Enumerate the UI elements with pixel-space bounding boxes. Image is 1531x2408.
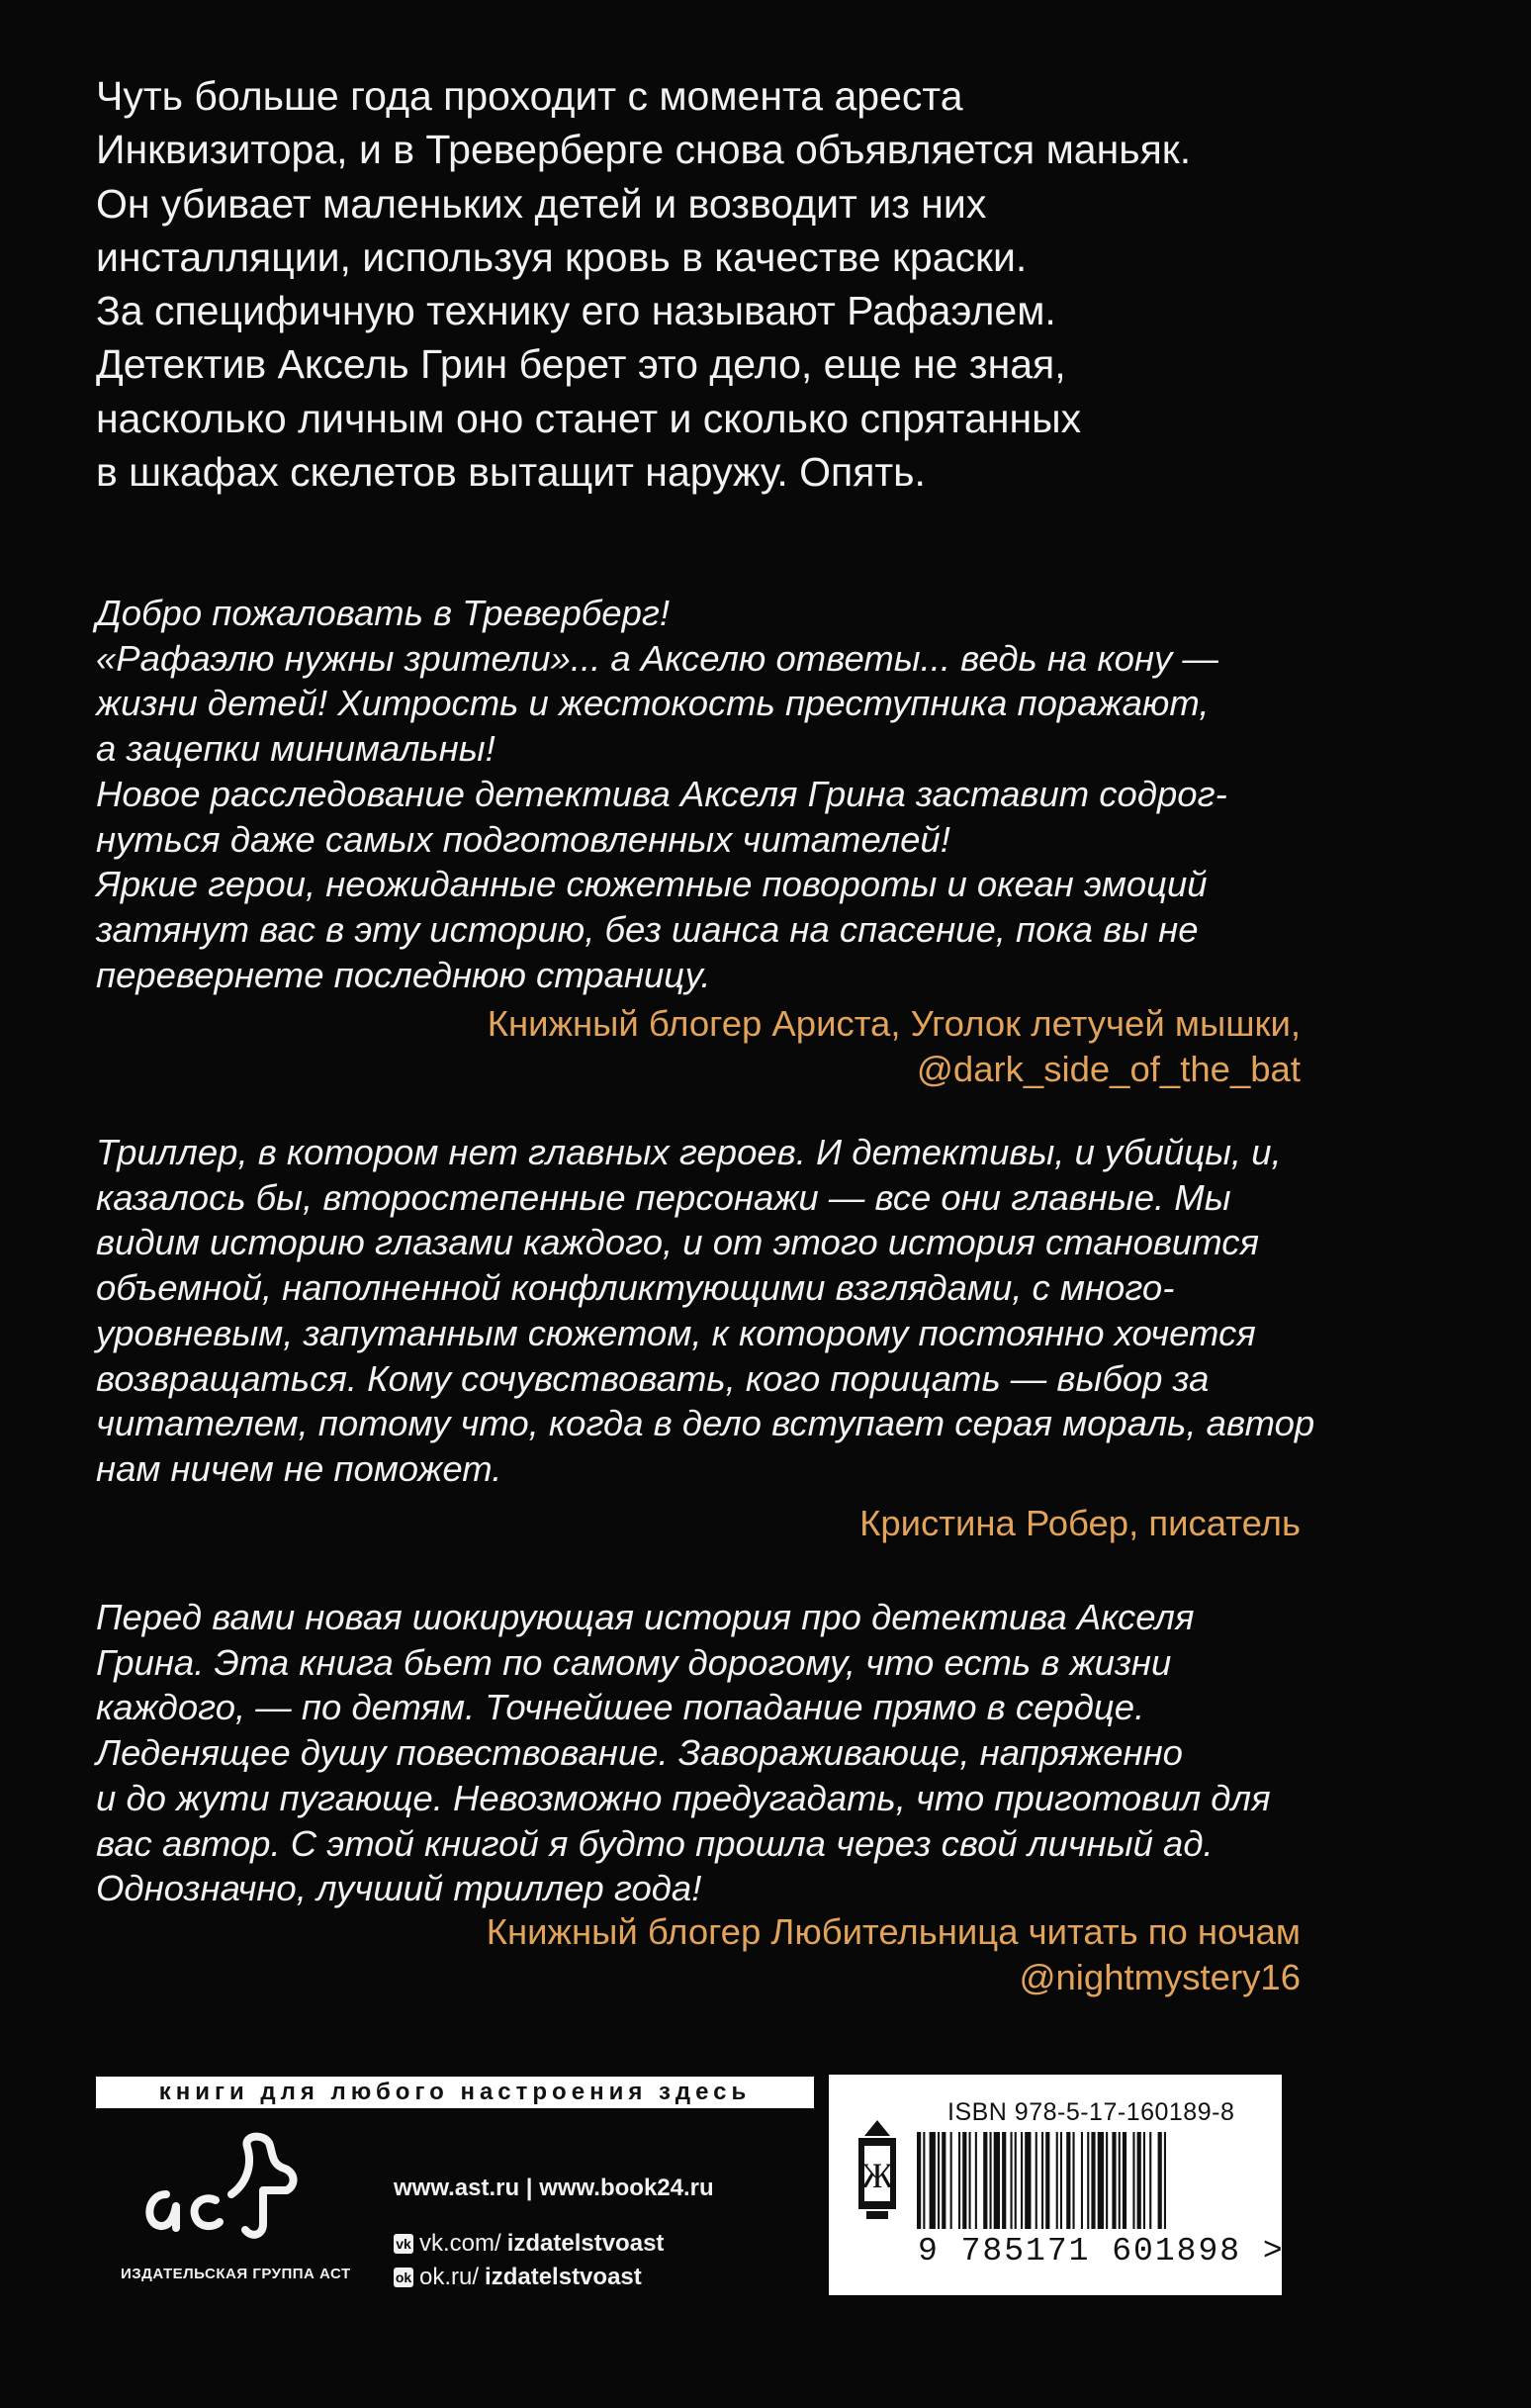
review-line: казалось бы, второстепенные персонажи — все они главные. Мы [96, 1176, 1231, 1218]
websites-link[interactable]: www.ast.ru | www.book24.ru [394, 2175, 714, 2201]
vk-link[interactable] [394, 2230, 664, 2258]
review-line: нам ничем не поможет. [96, 1447, 502, 1489]
barcode-bar [1091, 2132, 1095, 2229]
barcode-bar [917, 2132, 921, 2229]
barcode-bar [1098, 2132, 1104, 2229]
review-line: видим историю глазами каждого, и от этого история становится [96, 1222, 1259, 1263]
intro-line: Чуть больше года проходит с момента ареста [96, 73, 963, 119]
barcode-bar [923, 2132, 925, 2229]
vk-prefix: vk.com/ [419, 2230, 501, 2257]
barcode [913, 2132, 1239, 2231]
barcode-bar [983, 2132, 987, 2229]
review-line: каждого, — по детям. Точнейшее попадание прямо в сердце. [96, 1687, 1145, 1728]
barcode-bar [990, 2132, 992, 2229]
attribution-line: @nightmystery16 [1019, 1956, 1301, 1997]
review-line: и до жути пугающе. Невозможно предугадать, что приготовил для [96, 1777, 1271, 1818]
review-3 [96, 1595, 1332, 1911]
review-3-attribution [487, 1909, 1301, 1999]
review-line: «Рафаэлю нужны зрители»... а Акселю ответы... ведь на кону — [96, 637, 1218, 679]
barcode-bar [938, 2132, 940, 2229]
barcode-bar [930, 2132, 936, 2229]
review-line: нуться даже самых подготовленных читателей! [96, 818, 950, 860]
barcode-bar [1060, 2132, 1062, 2229]
barcode-bar [1112, 2132, 1116, 2229]
barcode-bar [975, 2132, 977, 2229]
barcode-bar [1066, 2132, 1070, 2229]
barcode-bar [969, 2132, 971, 2229]
publisher-name: ИЗДАТЕЛЬСКАЯ ГРУППА АСТ [121, 2266, 351, 2282]
ok-icon: ok [395, 2269, 412, 2285]
intro-line: насколько личным оно станет и сколько спрятанных [96, 395, 1082, 441]
intro-text [96, 69, 1382, 499]
ast-logo [136, 2112, 305, 2254]
barcode-bar [1123, 2132, 1126, 2229]
barcode-bar [1158, 2132, 1162, 2229]
ok-link[interactable] [394, 2264, 642, 2291]
review-line: а зацепки минимальны! [96, 728, 495, 770]
barcode-bar [1025, 2132, 1031, 2229]
intro-line: в шкафах скелетов вытащит наружу. Опять. [96, 449, 926, 496]
barcode-bar [1119, 2132, 1121, 2229]
review-line: жизни детей! Хитрость и жестокость преступника поражают, [96, 683, 1210, 724]
review-line: Новое расследование детектива Акселя Грина заставит содрог- [96, 773, 1227, 814]
review-line: читателем, потому что, когда в дело вступает серая мораль, автор [96, 1403, 1315, 1444]
review-1-attribution [488, 1001, 1301, 1091]
barcode-bar [1164, 2132, 1166, 2229]
review-line: уровневым, запутанным сюжетом, к которому постоянно хочется [96, 1312, 1256, 1353]
barcode-bar [1087, 2132, 1089, 2229]
lantern-icon [853, 2118, 902, 2227]
intro-line: инсталляции, используя кровь в качестве краски. [96, 233, 1028, 280]
intro-line: Инквизитора, и в Треверберге снова объявляется маньяк. [96, 127, 1192, 173]
barcode-bar [1036, 2132, 1037, 2229]
review-line: Грина. Эта книга бьет по самому дорогому, что есть в жизни [96, 1641, 1172, 1683]
svg-text:Ж: Ж [860, 2156, 894, 2195]
review-line: перевернете последнюю страницу. [96, 954, 711, 995]
barcode-box [829, 2075, 1285, 2295]
review-line: объемной, наполненной конфликтующими взглядами, с много- [96, 1267, 1175, 1309]
barcode-bar [1045, 2132, 1049, 2229]
review-2-attribution [859, 1501, 1301, 1546]
attribution-line: @dark_side_of_the_bat [916, 1048, 1301, 1089]
review-line: затянут вас в эту историю, без шанса на спасение, пока вы не [96, 908, 1199, 950]
barcode-bar [962, 2132, 966, 2229]
barcode-bar [1011, 2132, 1013, 2229]
vk-icon: vk [394, 2234, 413, 2254]
review-line: Триллер, в котором нет главных героев. И детективы, и убийцы, и, [96, 1132, 1282, 1172]
attribution-line: Книжный блогер Ариста, Уголок летучей мышки, [487, 1003, 1301, 1044]
barcode-bar [1021, 2132, 1023, 2229]
review-line: вас автор. С этой книгой я будто прошла через свой личный ад. [96, 1822, 1214, 1864]
review-1 [96, 591, 1332, 997]
review-2 [96, 1130, 1332, 1492]
barcode-bar [1137, 2132, 1141, 2229]
review-line: возвращаться. Кому сочувствовать, кого порицать — выбор за [96, 1357, 1210, 1399]
barcode-bar [1106, 2132, 1108, 2229]
intro-line: Детектив Аксель Грин берет это дело, еще не зная, [96, 341, 1066, 388]
ok-handle: izdatelstvoast [485, 2264, 642, 2290]
isbn-text: ISBN 978-5-17-160189-8 [947, 2098, 1235, 2126]
review-line: Перед вами новая шокирующая история про детектива Акселя [96, 1597, 1195, 1637]
barcode-bar [1041, 2132, 1043, 2229]
barcode-bar [1056, 2132, 1058, 2229]
barcode-bar [1002, 2132, 1006, 2229]
attribution-line: Кристина Робер, писатель [859, 1503, 1301, 1543]
review-line: Леденящее душу повествование. Завораживающе, напряженно [96, 1732, 1183, 1774]
ok-prefix: ok.ru/ [419, 2264, 480, 2290]
barcode-bar [950, 2132, 952, 2229]
svg-text:аст: аст [136, 2112, 161, 2129]
review-line: Яркие герои, неожиданные сюжетные повороты и океан эмоций [96, 864, 1208, 905]
barcode-bar [1132, 2132, 1134, 2229]
review-line: Однозначно, лучший триллер года! [96, 1868, 702, 1909]
barcode-bar [1015, 2132, 1017, 2229]
barcode-bar [1143, 2132, 1145, 2229]
attribution-line: Книжный блогер Любительница читать по ночам [486, 1911, 1301, 1952]
barcode-bar [942, 2132, 946, 2229]
barcode-bar [1081, 2132, 1083, 2229]
barcode-bar [1149, 2132, 1151, 2229]
vk-handle: izdatelstvoast [506, 2230, 665, 2257]
review-line: Добро пожаловать в Треверберг! [96, 593, 671, 633]
barcode-bar [994, 2132, 1000, 2229]
barcode-bar [958, 2132, 960, 2229]
intro-line: Он убивает маленьких детей и возводит из них [96, 180, 987, 227]
barcode-bar [1073, 2132, 1075, 2229]
intro-line: За специфичную технику его называют Рафаэлем. [96, 288, 1056, 334]
barcode-digits: 9 785171 601898 > [918, 2233, 1285, 2269]
slogan-bar: книги для любого настроения здесь [96, 2077, 814, 2108]
